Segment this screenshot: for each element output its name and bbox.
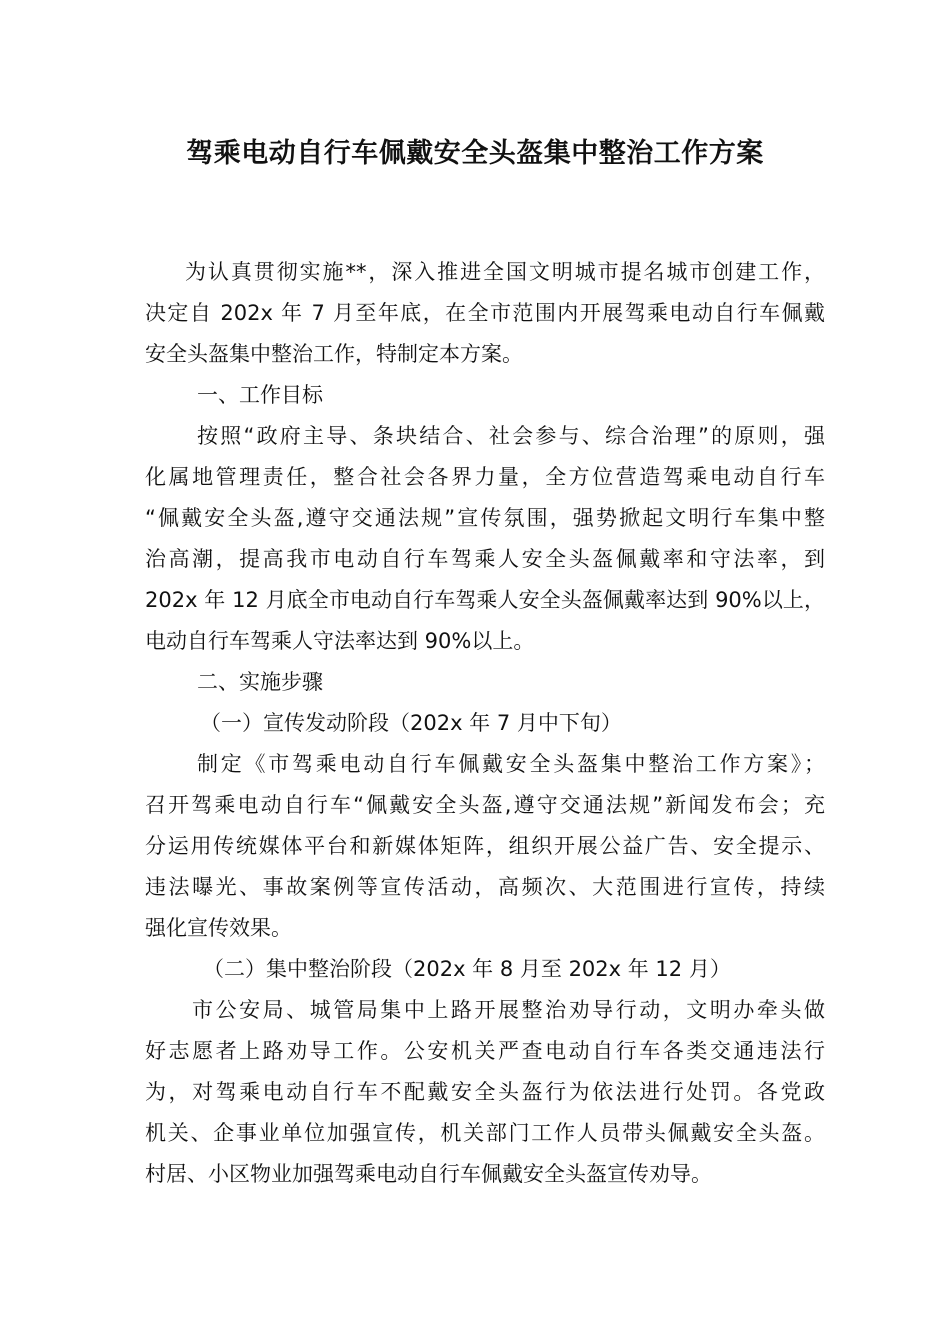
intro-line: 决定自 202x 年 7 月至年底，在全市范围内开展驾乘电动自行车佩戴 xyxy=(145,301,825,325)
section-heading-goals: 一、工作目标 xyxy=(197,383,323,407)
section-heading-steps: 二、实施步骤 xyxy=(197,670,323,694)
stage2-line: 市公安局、城管局集中上路开展整治劝导行动，文明办牵头做 xyxy=(192,998,825,1022)
stage2-line: 机关、企事业单位加强宣传，机关部门工作人员带头佩戴安全头盔。 xyxy=(145,1121,825,1145)
stage1-heading: （一）宣传发动阶段（202x 年 7 月中下旬） xyxy=(200,711,622,735)
section1-line: “佩戴安全头盔,遵守交通法规”宣传氛围，强势掀起文明行车集中整 xyxy=(145,506,825,530)
stage1-line: 制定《市驾乘电动自行车佩戴安全头盔集中整治工作方案》； xyxy=(197,752,825,776)
section1-line: 电动自行车驾乘人守法率达到 90%以上。 xyxy=(145,629,535,653)
intro-line: 安全头盔集中整治工作，特制定本方案。 xyxy=(145,342,523,366)
stage1-line: 违法曝光、事故案例等宣传活动，高频次、大范围进行宣传，持续 xyxy=(145,875,825,899)
stage1-line: 分运用传统媒体平台和新媒体矩阵，组织开展公益广告、安全提示、 xyxy=(145,834,825,858)
section1-line: 治高潮，提高我市电动自行车驾乘人安全头盔佩戴率和守法率，到 xyxy=(145,547,825,571)
document-body xyxy=(145,252,825,1195)
document-title: 驾乘电动自行车佩戴安全头盔集中整治工作方案 xyxy=(186,138,764,169)
section1-line: 按照“政府主导、条块结合、社会参与、综合治理”的原则，强 xyxy=(197,424,825,448)
stage2-heading: （二）集中整治阶段（202x 年 8 月至 202x 年 12 月） xyxy=(203,957,731,981)
stage1-line: 强化宣传效果。 xyxy=(145,916,292,940)
stage2-line: 好志愿者上路劝导工作。公安机关严查电动自行车各类交通违法行 xyxy=(145,1039,825,1063)
intro-line: 为认真贯彻实施**，深入推进全国文明城市提名城市创建工作， xyxy=(185,260,825,284)
stage2-line: 村居、小区物业加强驾乘电动自行车佩戴安全头盔宣传劝导。 xyxy=(145,1162,712,1186)
stage2-line: 为，对驾乘电动自行车不配戴安全头盔行为依法进行处罚。各党政 xyxy=(145,1080,825,1104)
section1-line: 化属地管理责任，整合社会各界力量，全方位营造驾乘电动自行车 xyxy=(145,465,825,489)
section1-line: 202x 年 12 月底全市电动自行车驾乘人安全头盔佩戴率达到 90%以上， xyxy=(145,588,825,612)
stage1-line: 召开驾乘电动自行车“佩戴安全头盔,遵守交通法规”新闻发布会；充 xyxy=(145,793,825,817)
